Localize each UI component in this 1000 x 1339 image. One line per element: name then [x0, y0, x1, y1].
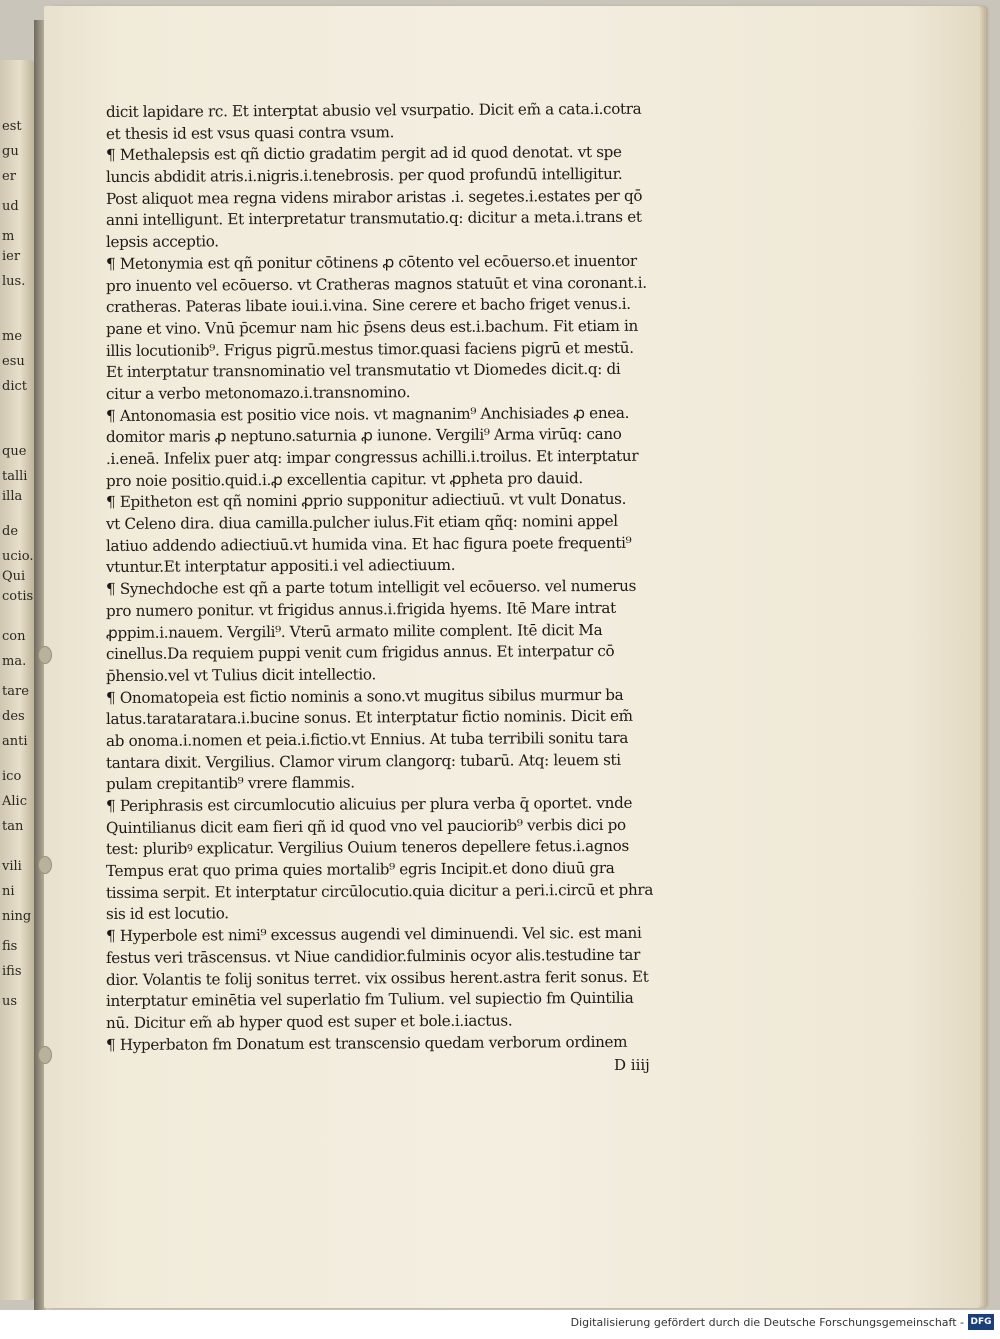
- text-line: pro inuento vel ecōuerso. vt Cratheras magnos statuūt et vina coronant.i.: [105, 273, 647, 295]
- binding-hole: [38, 1046, 52, 1064]
- facing-page-fragment: m: [2, 229, 15, 244]
- dfg-logo: DFG: [968, 1314, 994, 1330]
- text-line: et thesis id est vsus quasi contra vsum.: [105, 122, 395, 143]
- text-line: .i.eneā. Infelix puer atq: impar congressus achilli.i.troilus. Et interptatur: [105, 446, 639, 469]
- facing-page-fragment: esu: [2, 354, 25, 369]
- text-line: ¶ Periphrasis est circumlocutio alicuius per plura verba q̄ oportet. vnde: [105, 793, 633, 816]
- text-line: ꝓppim.i.nauem. Vergili⁹. Vterū armato milite complent. Itē dicit Ma: [105, 620, 603, 642]
- facing-page-fragment: lus.: [2, 274, 26, 289]
- text-line: ¶ Onomatopeia est fictio nominis a sono.vt mugitus sibilus murmur ba: [105, 685, 624, 707]
- facing-page-fragment: ud: [2, 199, 19, 214]
- text-line: ¶ Epitheton est qñ nomini ꝓprio supponitur adiectiuū. vt vult Donatus.: [105, 490, 627, 512]
- facing-page-fragment: con: [2, 629, 26, 644]
- facing-page-fragment: est: [2, 119, 22, 134]
- text-line: dicit lapidare rc. Et interptat abusio vel vsurpatio. Dicit em̃ a cata.i.cotra: [105, 99, 642, 122]
- facing-page-fragment: talli: [2, 469, 28, 484]
- text-line: citur a verbo metonomazo.i.transnomino.: [105, 383, 411, 403]
- facing-page-fragment: Qui: [2, 569, 26, 584]
- binding-hole: [38, 646, 52, 664]
- facing-page-fragment: us: [2, 994, 18, 1009]
- facing-page-fragment: me: [2, 329, 23, 344]
- facing-page-fragment: tan: [2, 819, 24, 834]
- text-line: anni intelligunt. Et interpretatur transmutatio.q: dicitur a meta.i.trans et: [105, 208, 642, 230]
- text-line: ¶ Hyperbaton fm Donatum est transcensio quedam verborum ordinem: [105, 1032, 628, 1054]
- text-line: luncis abdidit atris.i.nigris.i.tenebrosis. per quod profundū intelligitur.: [105, 164, 623, 187]
- text-line: domitor maris ꝓ neptuno.saturnia ꝓ iunone. Vergili⁹ Arma virūq: cano: [105, 425, 622, 447]
- text-line: pulam crepitantib⁹ vrere flammis.: [105, 773, 355, 794]
- facing-page-fragment: illa: [2, 489, 23, 504]
- footer-bar: [0, 1310, 1000, 1339]
- facing-page-fragment: er: [2, 169, 16, 184]
- text-line: sis id est locutio.: [105, 904, 229, 924]
- facing-page-fragment: ning: [2, 909, 32, 924]
- text-line: illis locutionib⁹. Frigus pigrū.mestus timor.quasi faciens pigrū et mestū.: [105, 338, 634, 360]
- text-line: Et interptatur transnominatio vel transmutatio vt Diomedes dicit.q: di: [105, 360, 621, 382]
- facing-page-fragment: ni: [2, 884, 15, 899]
- text-line: Post aliquot mea regna videns mirabor aristas .i. segetes.i.estates per qō: [105, 186, 643, 208]
- facing-page-fragment: Alic: [2, 794, 27, 809]
- facing-page-fragment: ma.: [2, 654, 27, 669]
- binding-hole: [38, 856, 52, 874]
- facing-page-fragment: tare: [2, 684, 29, 699]
- facing-page-fragment: dict: [2, 379, 27, 394]
- facing-page-fragment: des: [2, 709, 25, 724]
- text-line: cinellus.Da requiem puppi venit cum frigidus annus. Et interpatur cō: [105, 642, 615, 664]
- text-line: ¶ Synechdoche est qñ a parte totum intelligit vel ecōuerso. vel numerus: [105, 576, 637, 599]
- facing-page-fragment: ier: [2, 249, 21, 264]
- facing-page-fragment: vili: [2, 859, 22, 874]
- facing-page-fragment: ifis: [2, 964, 22, 979]
- text-line: vtuntur.Et interptatur appositi.i vel adiectiuum.: [105, 556, 456, 577]
- text-line: dior. Volantis te folij sonitus terret. vix ossibus herent.astra ferit sonus. Et: [105, 967, 649, 989]
- text-line: lepsis acceptio.: [105, 232, 219, 252]
- text-line: latus.tarataratara.i.bucine sonus. Et interptatur fictio nominis. Dicit em̃: [105, 707, 633, 729]
- book-page: [44, 6, 980, 1308]
- text-line: tissima serpit. Et interptatur circūlocutio.quia dicitur a peri.i.circū et phra: [105, 880, 654, 902]
- text-line: ¶ Hyperbole est nimi⁹ excessus augendi vel diminuendi. Vel sic. est mani: [105, 923, 642, 946]
- facing-page-fragment: anti: [2, 734, 28, 749]
- text-line: Quintilianus dicit eam fieri qñ id quod vno vel pauciorib⁹ verbis dici po: [105, 815, 626, 837]
- signature-mark: D iiij: [614, 1056, 650, 1074]
- text-line: test: pluribꝰ explicatur. Vergilius Ouium teneros depellere fetus.i.agnos: [105, 837, 629, 859]
- facing-page-fragment: fis: [2, 939, 18, 954]
- facing-page-edge: [0, 60, 36, 1300]
- facing-page-fragment: ucio.: [2, 549, 34, 564]
- facing-page-fragment: que: [2, 444, 27, 459]
- text-line: vt Celeno dira. diua camilla.pulcher iulus.Fit etiam qñq: nomini appel: [105, 511, 618, 534]
- text-line: nū. Dicitur em̃ ab hyper quod est super et bole.i.iactus.: [105, 1011, 513, 1032]
- page-text-block: [106, 100, 766, 1054]
- facing-page-fragment: cotis: [2, 589, 34, 604]
- facing-page-fragment: de: [2, 524, 19, 539]
- text-line: festus veri trāscensus. vt Niue candidior.fulminis ocyor alis.testudine tar: [105, 945, 641, 967]
- text-line: cratheras. Pateras libate ioui.i.vina. Sine cerere et bacho friget venus.i.: [105, 294, 631, 317]
- funding-credit: Digitalisierung gefördert durch die Deutsche Forschungsgemeinschaft -: [570, 1316, 964, 1329]
- facing-page-fragment: ico: [2, 769, 22, 784]
- text-line: ab onoma.i.nomen et peia.i.fictio.vt Ennius. At tuba terribili sonitu tara: [105, 728, 629, 750]
- text-line: tantara dixit. Vergilius. Clamor virum clangorq: tubarū. Atq: leuem sti: [105, 750, 621, 772]
- text-line: pro noie positio.quid.i.ꝓ excellentia capitur. vt ꝓpheta pro dauid.: [105, 468, 583, 490]
- text-line: pane et vino. Vnū p̄cemur nam hic p̄sens deus est.i.bachum. Fit etiam in: [105, 316, 638, 338]
- text-line: p̄hensio.vel vt Tulius dicit intellectio.: [105, 665, 376, 685]
- text-line: ¶ Methalepsis est qñ dictio gradatim pergit ad id quod denotat. vt spe: [105, 143, 622, 165]
- text-line: ¶ Metonymia est qñ ponitur cōtinens ꝓ cōtento vel ecōuerso.et inuentor: [105, 251, 637, 273]
- text-line: Tempus erat quo prima quies mortalib⁹ egris Incipit.et dono diuū gra: [105, 858, 615, 881]
- text-line: latiuo addendo adiectiuū.vt humida vina. Et hac figura poete frequenti⁹: [105, 533, 632, 555]
- facing-page-fragment: gu: [2, 144, 19, 159]
- text-line: pro numero ponitur. vt frigidus annus.i.frigida hyems. Itē Mare intrat: [105, 598, 616, 620]
- text-line: interptatur eminētia vel superlatio fm Tulium. vel supiectio fm Quintilia: [105, 988, 634, 1011]
- text-line: ¶ Antonomasia est positio vice nois. vt magnanim⁹ Anchisiades ꝓ enea.: [105, 403, 630, 425]
